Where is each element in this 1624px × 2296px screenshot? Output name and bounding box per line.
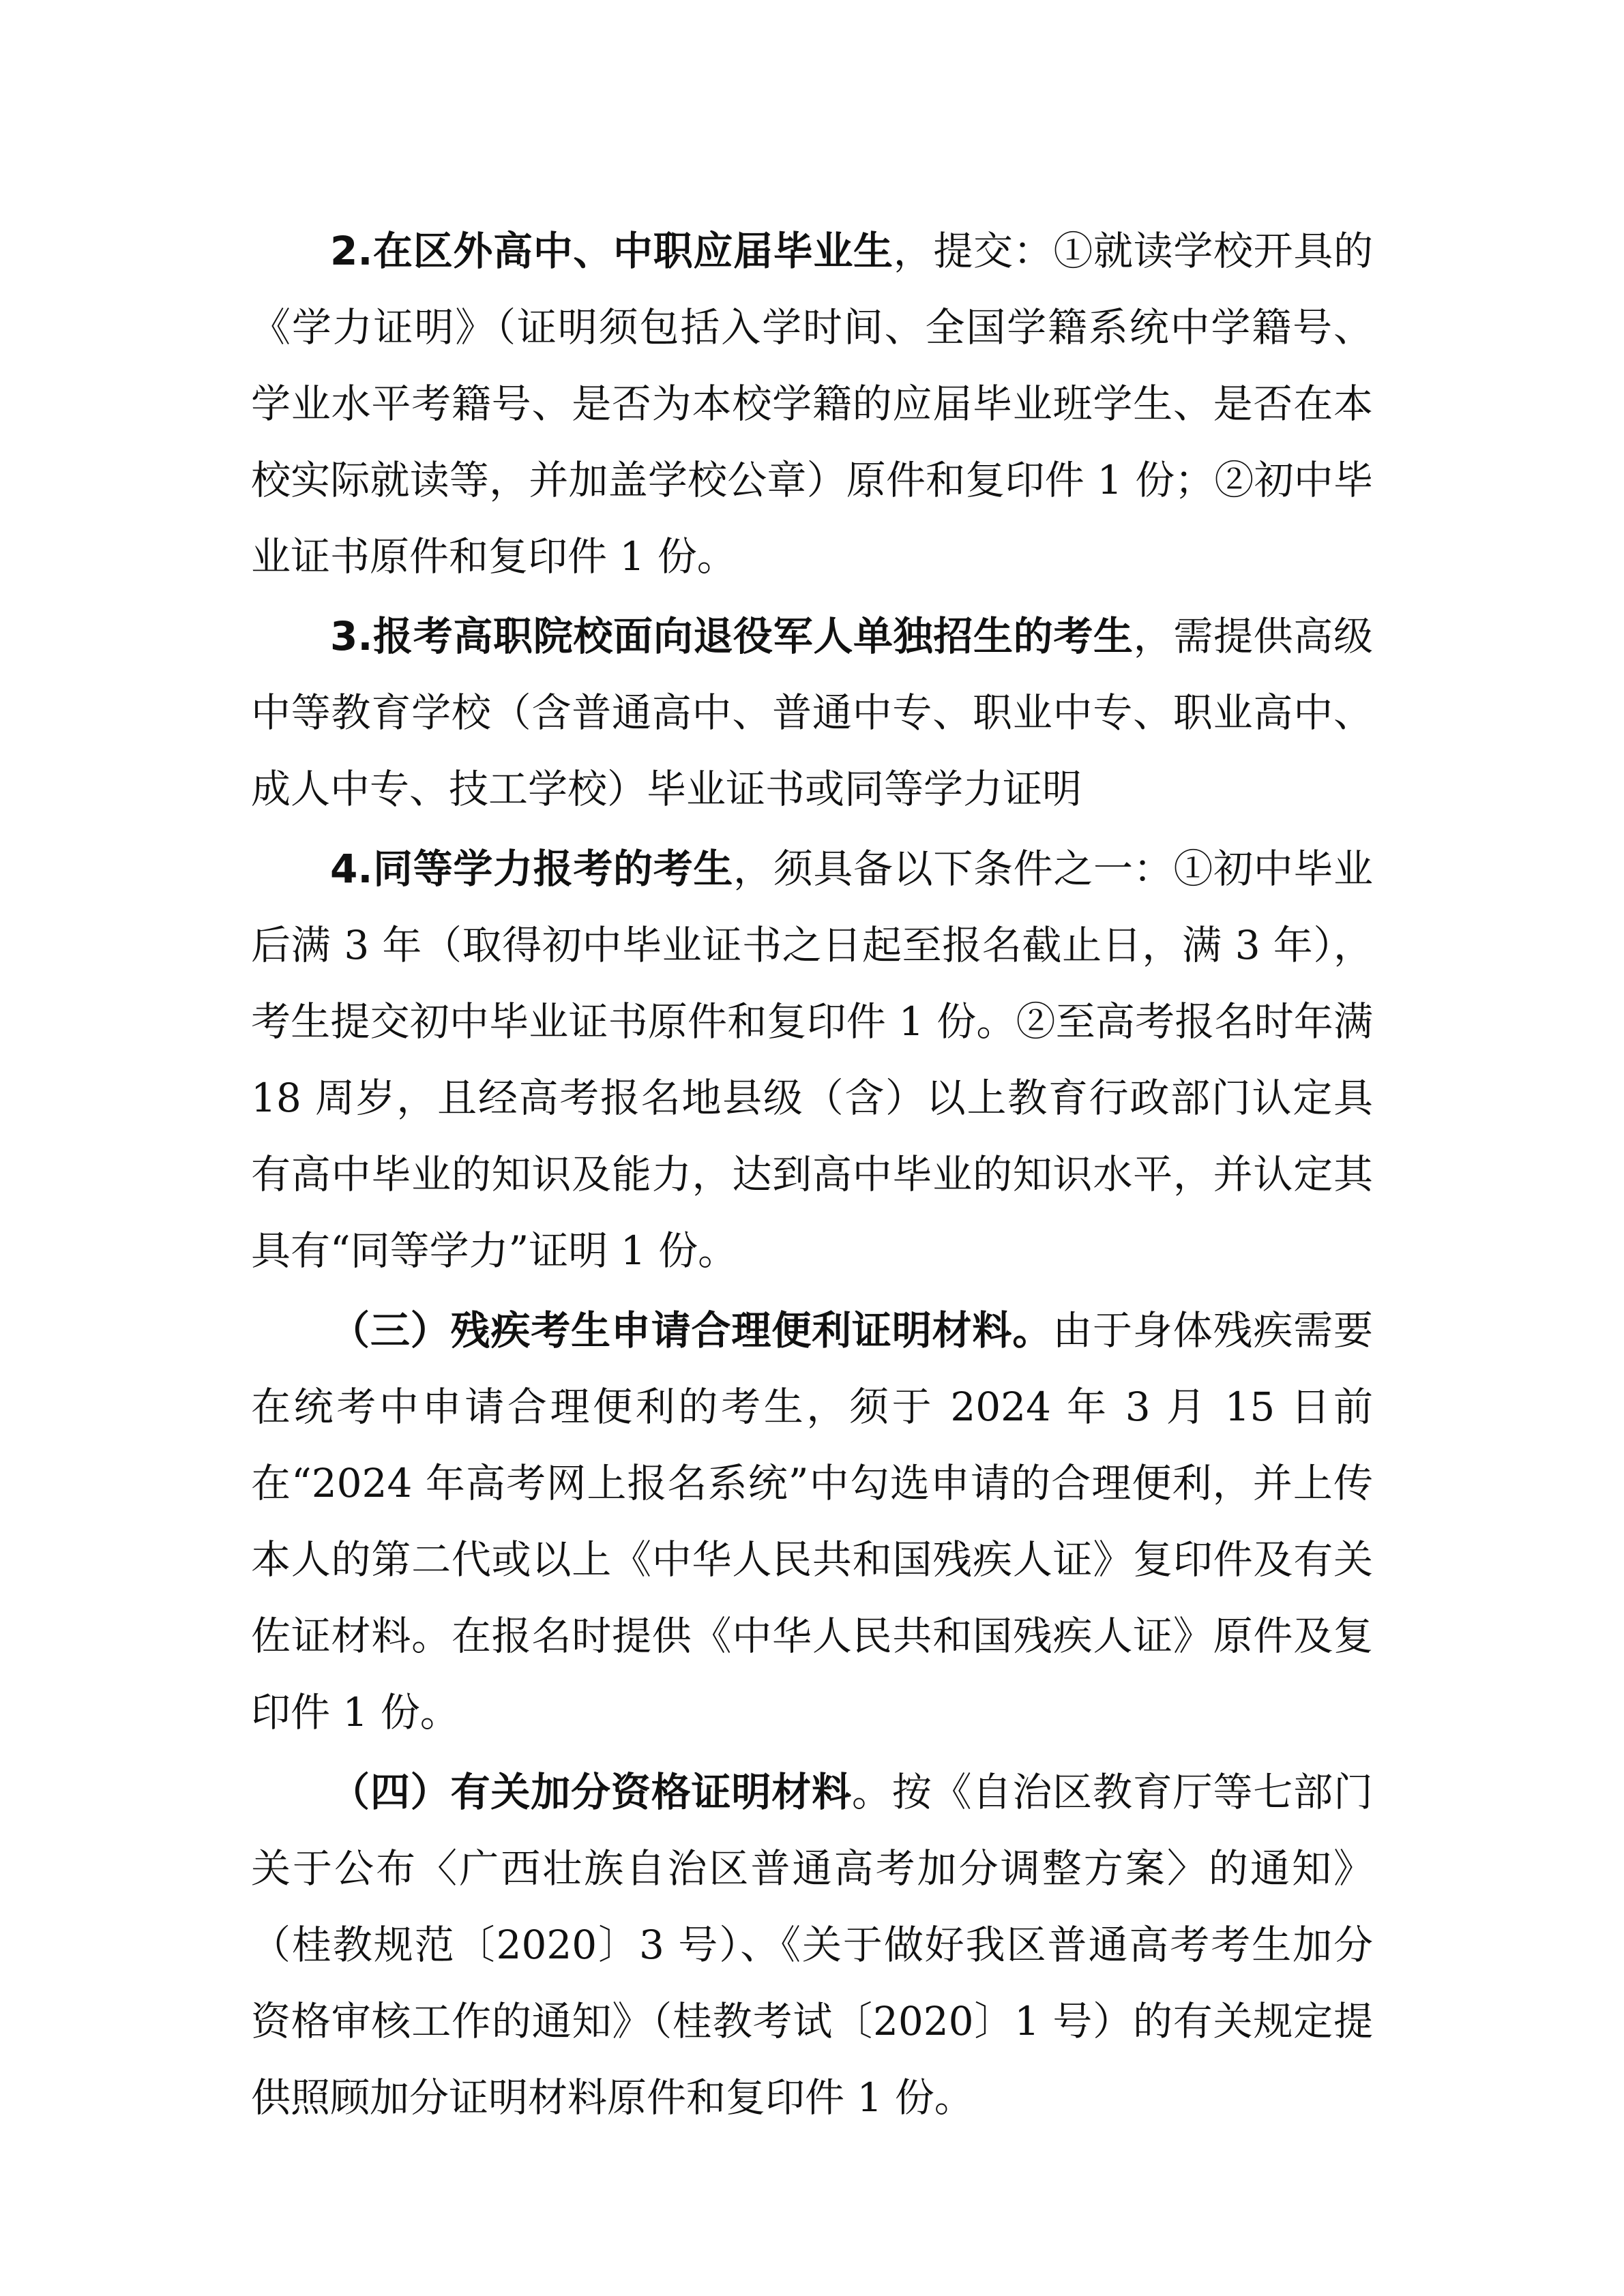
paragraph-graduates-outside-region [251, 213, 1373, 595]
paragraph-body: ，提交：①就读学校开具的《学力证明》（证明须包括入学时间、全国学籍系统中学籍号、学业水平考籍号、是否为本校学籍的应届毕业班学生、是否在本校实际就读等，并加盖学校公章）原件和复印件 1 份；②初中毕业证书原件和复印件 1 份。 [251, 228, 1373, 580]
paragraph-body: ，须具备以下条件之一：①初中毕业后满 3 年（取得初中毕业证书之日起至报名截止日，满 3 年），考生提交初中毕业证书原件和复印件 1 份。②至高考报名时年满 18 周岁，且经高考报名地县级（含）以上教育行政部门认定具有高中毕业的知识及能力，达到高中毕业的知识水平，并认定其具有“同等学力”证明 1 份。 [251, 846, 1373, 1274]
paragraph-disability-accommodation [251, 1292, 1373, 1750]
paragraph-body: 。按《自治区教育厅等七部门关于公布〈广西壮族自治区普通高考加分调整方案〉的通知》（桂教规范〔2020〕3 号）、《关于做好我区普通高考考生加分资格审核工作的通知》（桂教考试〔2020〕1 号）的有关规定提供照顾加分证明材料原件和复印件 1 份。 [251, 1769, 1373, 2121]
paragraph-heading: （三）残疾考生申请合理便利证明材料。 [330, 1307, 1053, 1354]
paragraph-veterans-admission [251, 598, 1373, 827]
document-page [251, 213, 1373, 2136]
paragraph-heading: 2.在区外高中、中职应届毕业生 [330, 228, 894, 274]
paragraph-bonus-points [251, 1754, 1373, 2136]
paragraph-heading: 4.同等学力报考的考生 [330, 846, 734, 892]
paragraph-heading: （四）有关加分资格证明材料 [330, 1769, 852, 1815]
paragraph-body: ，需提供高级中等教育学校（含普通高中、普通中专、职业中专、职业高中、成人中专、技工学校）毕业证书或同等学力证明 [251, 613, 1373, 812]
paragraph-heading: 3.报考高职院校面向退役军人单独招生的考生 [330, 613, 1134, 659]
paragraph-equivalent-education [251, 831, 1373, 1289]
paragraph-body: 由于身体残疾需要在统考中申请合理便利的考生，须于 2024 年 3 月 15 日前在“2024 年高考网上报名系统”中勾选申请的合理便利，并上传本人的第二代或以上《中华人民共和国残疾人证》复印件及有关佐证材料。在报名时提供《中华人民共和国残疾人证》原件及复印件 1 份。 [251, 1307, 1373, 1735]
